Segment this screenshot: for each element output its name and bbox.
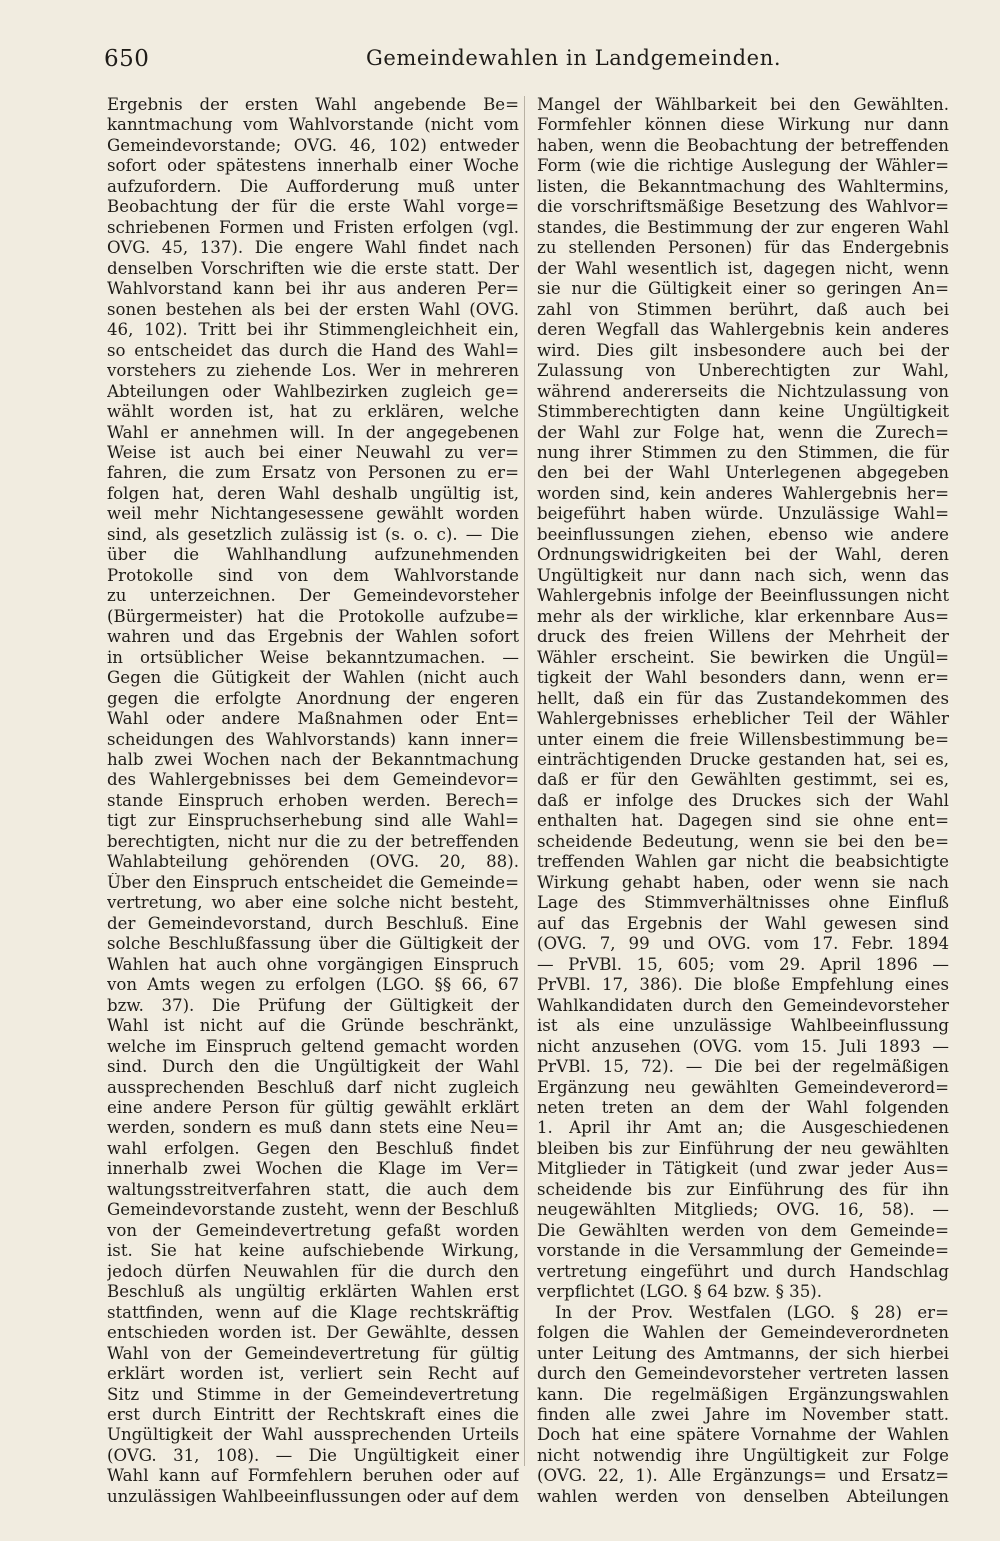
text-line: Ergebnis der ersten Wahl angebende Be= bbox=[107, 95, 519, 114]
text-line: enthalten hat. Dagegen sind sie ohne ent= bbox=[537, 811, 949, 831]
text-line: Mangel der Wählbarkeit bei den Gewählten. bbox=[537, 95, 949, 114]
text-line: erst durch Eintritt der Rechtskraft eines die bbox=[107, 1405, 519, 1424]
text-line: nicht anzusehen (OVG. vom 15. Juli 1893 — bbox=[537, 1036, 949, 1056]
text-line: eine andere Person für gültig gewählt erklärt bbox=[107, 1097, 519, 1117]
text-line: kann. Die regelmäßigen Ergänzungswahlen bbox=[537, 1384, 949, 1404]
text-line: wahren und das Ergebnis der Wahlen sofort bbox=[107, 627, 519, 647]
text-line: druck des freien Willens der Mehrheit der bbox=[537, 627, 949, 647]
text-line: haben, wenn die Beobachtung der betreffenden bbox=[537, 135, 949, 155]
text-line: nicht notwendig ihre Ungültigkeit zur Folge bbox=[537, 1445, 949, 1465]
text-line: hellt, daß ein für das Zustandekommen des bbox=[537, 688, 949, 708]
text-line: wählt worden ist, hat zu erklären, welche bbox=[107, 402, 519, 422]
text-line: Beschluß als ungültig erklärten Wahlen erst bbox=[107, 1282, 519, 1302]
text-line: zu unterzeichnen. Der Gemeindevorsteher bbox=[107, 586, 519, 606]
text-line: der Gemeindevorstand, durch Beschluß. Eine bbox=[107, 913, 519, 933]
text-line: halb zwei Wochen nach der Bekanntmachung bbox=[107, 750, 519, 769]
text-line: fahren, die zum Ersatz von Personen zu er= bbox=[107, 463, 519, 483]
text-line: PrVBl. 17, 386). Die bloße Empfehlung eines bbox=[537, 975, 949, 995]
text-line: 46, 102). Tritt bei ihr Stimmengleichheit ein, bbox=[107, 320, 519, 340]
text-line: Über den Einspruch entscheidet die Gemeinde= bbox=[107, 872, 519, 892]
text-line: die vorschriftsmäßige Besetzung des Wahlvor= bbox=[537, 197, 949, 217]
text-line: sind, als gesetzlich zulässig ist (s. o. c). — Die bbox=[107, 524, 519, 544]
text-line: Wähler erscheint. Sie bewirken die Ungül= bbox=[537, 647, 949, 667]
text-line: bzw. 37). Die Prüfung der Gültigkeit der bbox=[107, 995, 519, 1015]
text-line: wird. Dies gilt insbesondere auch bei der bbox=[537, 340, 949, 360]
text-line: sind. Durch den die Ungültigkeit der Wahl bbox=[107, 1057, 519, 1077]
text-line: Wahlkandidaten durch den Gemeindevorsteher bbox=[537, 995, 949, 1015]
text-line: finden alle zwei Jahre im November statt. bbox=[537, 1405, 949, 1424]
text-line: stattfinden, wenn auf die Klage rechtskräftig bbox=[107, 1302, 519, 1322]
left-text-column bbox=[107, 95, 519, 1507]
text-line: beigeführt haben würde. Unzulässige Wahl= bbox=[537, 504, 949, 524]
text-line: solche Beschlußfassung über die Gültigkeit der bbox=[107, 934, 519, 954]
text-line: Wahlergebnisses erheblicher Teil der Wähler bbox=[537, 709, 949, 729]
text-line: (OVG. 31, 108). — Die Ungültigkeit einer bbox=[107, 1445, 519, 1465]
text-line: stande Einspruch erhoben werden. Berech= bbox=[107, 790, 519, 810]
text-line: standes, die Bestimmung der zur engeren Wahl bbox=[537, 217, 949, 237]
text-line: von Amts wegen zu erfolgen (LGO. §§ 66, 67 bbox=[107, 975, 519, 995]
text-line: berechtigten, nicht nur die zu der betreffenden bbox=[107, 831, 519, 851]
text-line: ist als eine unzulässige Wahlbeeinflussung bbox=[537, 1016, 949, 1036]
text-line: (OVG. 22, 1). Alle Ergänzungs= und Ersatz= bbox=[537, 1466, 949, 1486]
text-line: den bei der Wahl Unterlegenen abgegeben bbox=[537, 463, 949, 483]
text-line: entschieden worden ist. Der Gewählte, dessen bbox=[107, 1323, 519, 1343]
text-line: vorstande in die Versammlung der Gemeinde= bbox=[537, 1241, 949, 1261]
text-line: neugewählten Mitglieds; OVG. 16, 58). — bbox=[537, 1200, 949, 1220]
text-line: auf das Ergebnis der Wahl gewesen sind bbox=[537, 913, 949, 933]
text-line: Lage des Stimmverhältnisses ohne Einfluß bbox=[537, 893, 949, 913]
text-line: Abteilungen oder Wahlbezirken zugleich ge= bbox=[107, 381, 519, 401]
text-line: Mitglieder in Tätigkeit (und zwar jeder Aus= bbox=[537, 1159, 949, 1179]
text-line: von der Gemeindevertretung gefaßt worden bbox=[107, 1220, 519, 1240]
text-line: vorstehers zu ziehende Los. Wer in mehreren bbox=[107, 361, 519, 381]
text-line: wahlen werden von denselben Abteilungen bbox=[537, 1486, 949, 1506]
text-line: deren Wegfall das Wahlergebnis kein anderes bbox=[537, 320, 949, 340]
text-line: verpflichtet (LGO. § 64 bzw. § 35). bbox=[537, 1282, 823, 1302]
text-line: zahl von Stimmen berührt, daß auch bei bbox=[537, 299, 949, 319]
text-line: welche im Einspruch geltend gemacht worden bbox=[107, 1036, 519, 1056]
text-line: scheidende Bedeutung, wenn sie bei den be= bbox=[537, 831, 949, 851]
text-line: Zulassung von Unberechtigten zur Wahl, bbox=[537, 361, 949, 381]
text-line: werden, sondern es muß dann stets eine Neu= bbox=[107, 1118, 519, 1138]
text-line: mehr als der wirkliche, klar erkennbare Aus= bbox=[537, 606, 949, 626]
text-line: so entscheidet das durch die Hand des Wahl= bbox=[107, 340, 519, 360]
text-line: sie nur die Gültigkeit einer so geringen An= bbox=[537, 279, 949, 299]
text-line: Wahl ist nicht auf die Gründe beschränkt, bbox=[107, 1016, 519, 1036]
text-line: unter einem die freie Willensbestimmung be= bbox=[537, 729, 949, 749]
text-line: folgen hat, deren Wahl deshalb ungültig ist, bbox=[107, 483, 519, 503]
text-line: nung ihrer Stimmen zu den Stimmen, die für bbox=[537, 442, 949, 462]
text-line: daß er infolge des Druckes sich der Wahl bbox=[537, 790, 949, 810]
text-line: OVG. 45, 137). Die engere Wahl findet nach bbox=[107, 238, 519, 258]
text-line: Formfehler können diese Wirkung nur dann bbox=[537, 115, 949, 135]
column-divider bbox=[524, 96, 525, 1466]
text-line: treffenden Wahlen gar nicht die beabsichtigte bbox=[537, 852, 949, 872]
text-line: Gegen die Gütigkeit der Wahlen (nicht auch bbox=[107, 668, 519, 688]
text-line: Beobachtung der für die erste Wahl vorge= bbox=[107, 197, 519, 217]
page-number: 650 bbox=[104, 46, 150, 72]
text-line: 1. April ihr Amt an; die Ausgeschiedenen bbox=[537, 1118, 949, 1138]
text-line: tigkeit der Wahl besonders dann, wenn er= bbox=[537, 668, 949, 688]
text-line: Wahlergebnis infolge der Beeinflussungen nicht bbox=[537, 586, 949, 606]
text-line: aussprechenden Beschluß darf nicht zugleich bbox=[107, 1077, 519, 1097]
text-line: Weise ist auch bei einer Neuwahl zu ver= bbox=[107, 442, 519, 462]
text-line: Stimmberechtigten dann keine Ungültigkeit bbox=[537, 402, 949, 422]
text-line: In der Prov. Westfalen (LGO. § 28) er= bbox=[555, 1302, 949, 1322]
text-line: unter Leitung des Amtmanns, der sich hierbei bbox=[537, 1343, 949, 1363]
text-line: Form (wie die richtige Auslegung der Wähler= bbox=[537, 156, 949, 176]
text-line: beeinflussungen ziehen, ebenso wie andere bbox=[537, 524, 949, 544]
text-line: PrVBl. 15, 72). — Die bei der regelmäßigen bbox=[537, 1057, 949, 1077]
text-line: Gemeindevorstande; OVG. 46, 102) entweder bbox=[107, 135, 519, 155]
text-line: Wahl oder andere Maßnahmen oder Ent= bbox=[107, 709, 519, 729]
text-line: des Wahlergebnisses bei dem Gemeindevor= bbox=[107, 770, 519, 790]
text-line: jedoch dürfen Neuwahlen für die durch den bbox=[107, 1261, 519, 1281]
text-line: Sitz und Stimme in der Gemeindevertretung bbox=[107, 1384, 519, 1404]
text-line: kanntmachung vom Wahlvorstande (nicht vom bbox=[107, 115, 519, 135]
text-line: (OVG. 7, 99 und OVG. vom 17. Febr. 1894 bbox=[537, 934, 949, 954]
text-line: Gemeindevorstande zusteht, wenn der Beschluß bbox=[107, 1200, 519, 1220]
text-line: wahl erfolgen. Gegen den Beschluß findet bbox=[107, 1138, 519, 1158]
text-line: Protokolle sind von dem Wahlvorstande bbox=[107, 565, 519, 585]
text-line: unzulässigen Wahlbeeinflussungen oder auf dem bbox=[107, 1486, 519, 1506]
text-line: Ordnungswidrigkeiten bei der Wahl, deren bbox=[537, 545, 949, 565]
text-line: der Wahl zur Folge hat, wenn die Zurech= bbox=[537, 422, 949, 442]
text-line: folgen die Wahlen der Gemeindeverordneten bbox=[537, 1323, 949, 1343]
text-line: ist. Sie hat keine aufschiebende Wirkung, bbox=[107, 1241, 519, 1261]
text-line: Ungültigkeit nur dann nach sich, wenn das bbox=[537, 565, 949, 585]
text-line: Wahlen hat auch ohne vorgängigen Einspruch bbox=[107, 954, 519, 974]
text-line: vertretung, wo aber eine solche nicht besteht, bbox=[107, 893, 519, 913]
text-line: listen, die Bekanntmachung des Wahltermins, bbox=[537, 176, 949, 196]
text-line: sonen bestehen als bei der ersten Wahl (OVG. bbox=[107, 299, 519, 319]
text-line: schriebenen Formen und Fristen erfolgen (vgl. bbox=[107, 217, 519, 237]
text-line: bleiben bis zur Einführung der neu gewählten bbox=[537, 1138, 949, 1158]
text-line: tigt zur Einspruchserhebung sind alle Wahl= bbox=[107, 811, 519, 831]
text-line: durch den Gemeindevorsteher vertreten lassen bbox=[537, 1364, 949, 1384]
text-line: Wahl kann auf Formfehlern beruhen oder auf bbox=[107, 1466, 519, 1486]
page-header bbox=[104, 46, 954, 76]
text-line: Ergänzung neu gewählten Gemeindeverord= bbox=[537, 1077, 949, 1097]
text-line: neten treten an dem der Wahl folgenden bbox=[537, 1097, 949, 1117]
text-line: innerhalb zwei Wochen die Klage im Ver= bbox=[107, 1159, 519, 1179]
text-line: in ortsüblicher Weise bekanntzumachen. — bbox=[107, 647, 519, 667]
text-line: scheidungen des Wahlvorstands) kann inner= bbox=[107, 729, 519, 749]
text-line: einträchtigenden Drucke gestanden hat, sei es, bbox=[537, 750, 949, 769]
text-line: scheidende bis zur Einführung des für ihn bbox=[537, 1179, 949, 1199]
text-line: über die Wahlhandlung aufzunehmenden bbox=[107, 545, 519, 565]
text-line: worden sind, kein anderes Wahlergebnis her= bbox=[537, 483, 949, 503]
text-line: erklärt worden ist, verliert sein Recht auf bbox=[107, 1364, 519, 1384]
text-line: Doch hat eine spätere Vornahme der Wahlen bbox=[537, 1425, 949, 1445]
text-line: Wirkung gehabt haben, oder wenn sie nach bbox=[537, 872, 949, 892]
text-line: während andererseits die Nichtzulassung von bbox=[537, 381, 949, 401]
text-line: — PrVBl. 15, 605; vom 29. April 1896 — bbox=[537, 954, 949, 974]
text-line: waltungsstreitverfahren statt, die auch dem bbox=[107, 1179, 519, 1199]
text-line: Die Gewählten werden von dem Gemeinde= bbox=[537, 1220, 949, 1240]
right-text-column bbox=[537, 95, 949, 1507]
text-line: Wahl er annehmen will. In der angegebenen bbox=[107, 422, 519, 442]
text-line: daß er für den Gewählten gestimmt, sei es, bbox=[537, 770, 949, 790]
text-line: sofort oder spätestens innerhalb einer Woche bbox=[107, 156, 519, 176]
text-line: vertretung eingeführt und durch Handschlag bbox=[537, 1261, 949, 1281]
text-line: gegen die erfolgte Anordnung der engeren bbox=[107, 688, 519, 708]
text-line: Wahl von der Gemeindevertretung für gültig bbox=[107, 1343, 519, 1363]
text-line: Wahlabteilung gehörenden (OVG. 20, 88). bbox=[107, 852, 519, 872]
text-line: weil mehr Nichtangesessene gewählt worden bbox=[107, 504, 519, 524]
text-line: denselben Vorschriften wie die erste statt. Der bbox=[107, 258, 519, 278]
text-line: Ungültigkeit der Wahl aussprechenden Urteils bbox=[107, 1425, 519, 1445]
text-line: der Wahl wesentlich ist, dagegen nicht, wenn bbox=[537, 258, 949, 278]
text-line: zu stellenden Personen) für das Endergebnis bbox=[537, 238, 949, 258]
text-line: Wahlvorstand kann bei ihr aus anderen Per= bbox=[107, 279, 519, 299]
text-line: aufzufordern. Die Aufforderung muß unter bbox=[107, 176, 519, 196]
running-title: Gemeindewahlen in Landgemeinden. bbox=[366, 46, 782, 70]
text-line: (Bürgermeister) hat die Protokolle aufzube= bbox=[107, 606, 519, 626]
